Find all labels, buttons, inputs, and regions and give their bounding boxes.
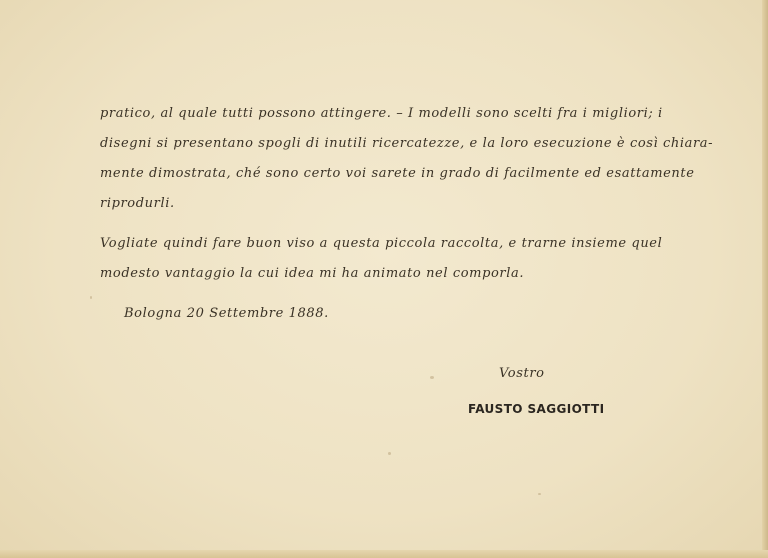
date-line: Bologna 20 Settembre 1888. [124, 306, 329, 321]
paragraph-2-line-1: Vogliate quindi fare buon viso a questa piccola raccolta, e trarne insieme quel [100, 236, 663, 251]
paragraph-1-line-2: disegni si presentano spogli di inutili ricercatezze, e la loro esecuzione è così chiara- [100, 136, 714, 151]
page-edge-right [762, 0, 768, 558]
closing-word: Vostro [499, 366, 545, 381]
foxing-spot [90, 296, 92, 299]
signature-name: FAUSTO SAGGIOTTI [468, 402, 605, 416]
paragraph-1-line-4: riprodurli. [100, 196, 175, 211]
foxing-spot [388, 452, 391, 455]
page-edge-bottom [0, 550, 768, 558]
foxing-spot [430, 376, 434, 379]
paragraph-2-line-2: modesto vantaggio la cui idea mi ha animato nel comporla. [100, 266, 525, 281]
foxing-spot [538, 493, 541, 495]
paragraph-1-line-3: mente dimostrata, ché sono certo voi sarete in grado di facilmente ed esattamente [100, 166, 695, 181]
paragraph-1-line-1: pratico, al quale tutti possono attingere. – I modelli sono scelti fra i migliori; i [100, 106, 663, 121]
